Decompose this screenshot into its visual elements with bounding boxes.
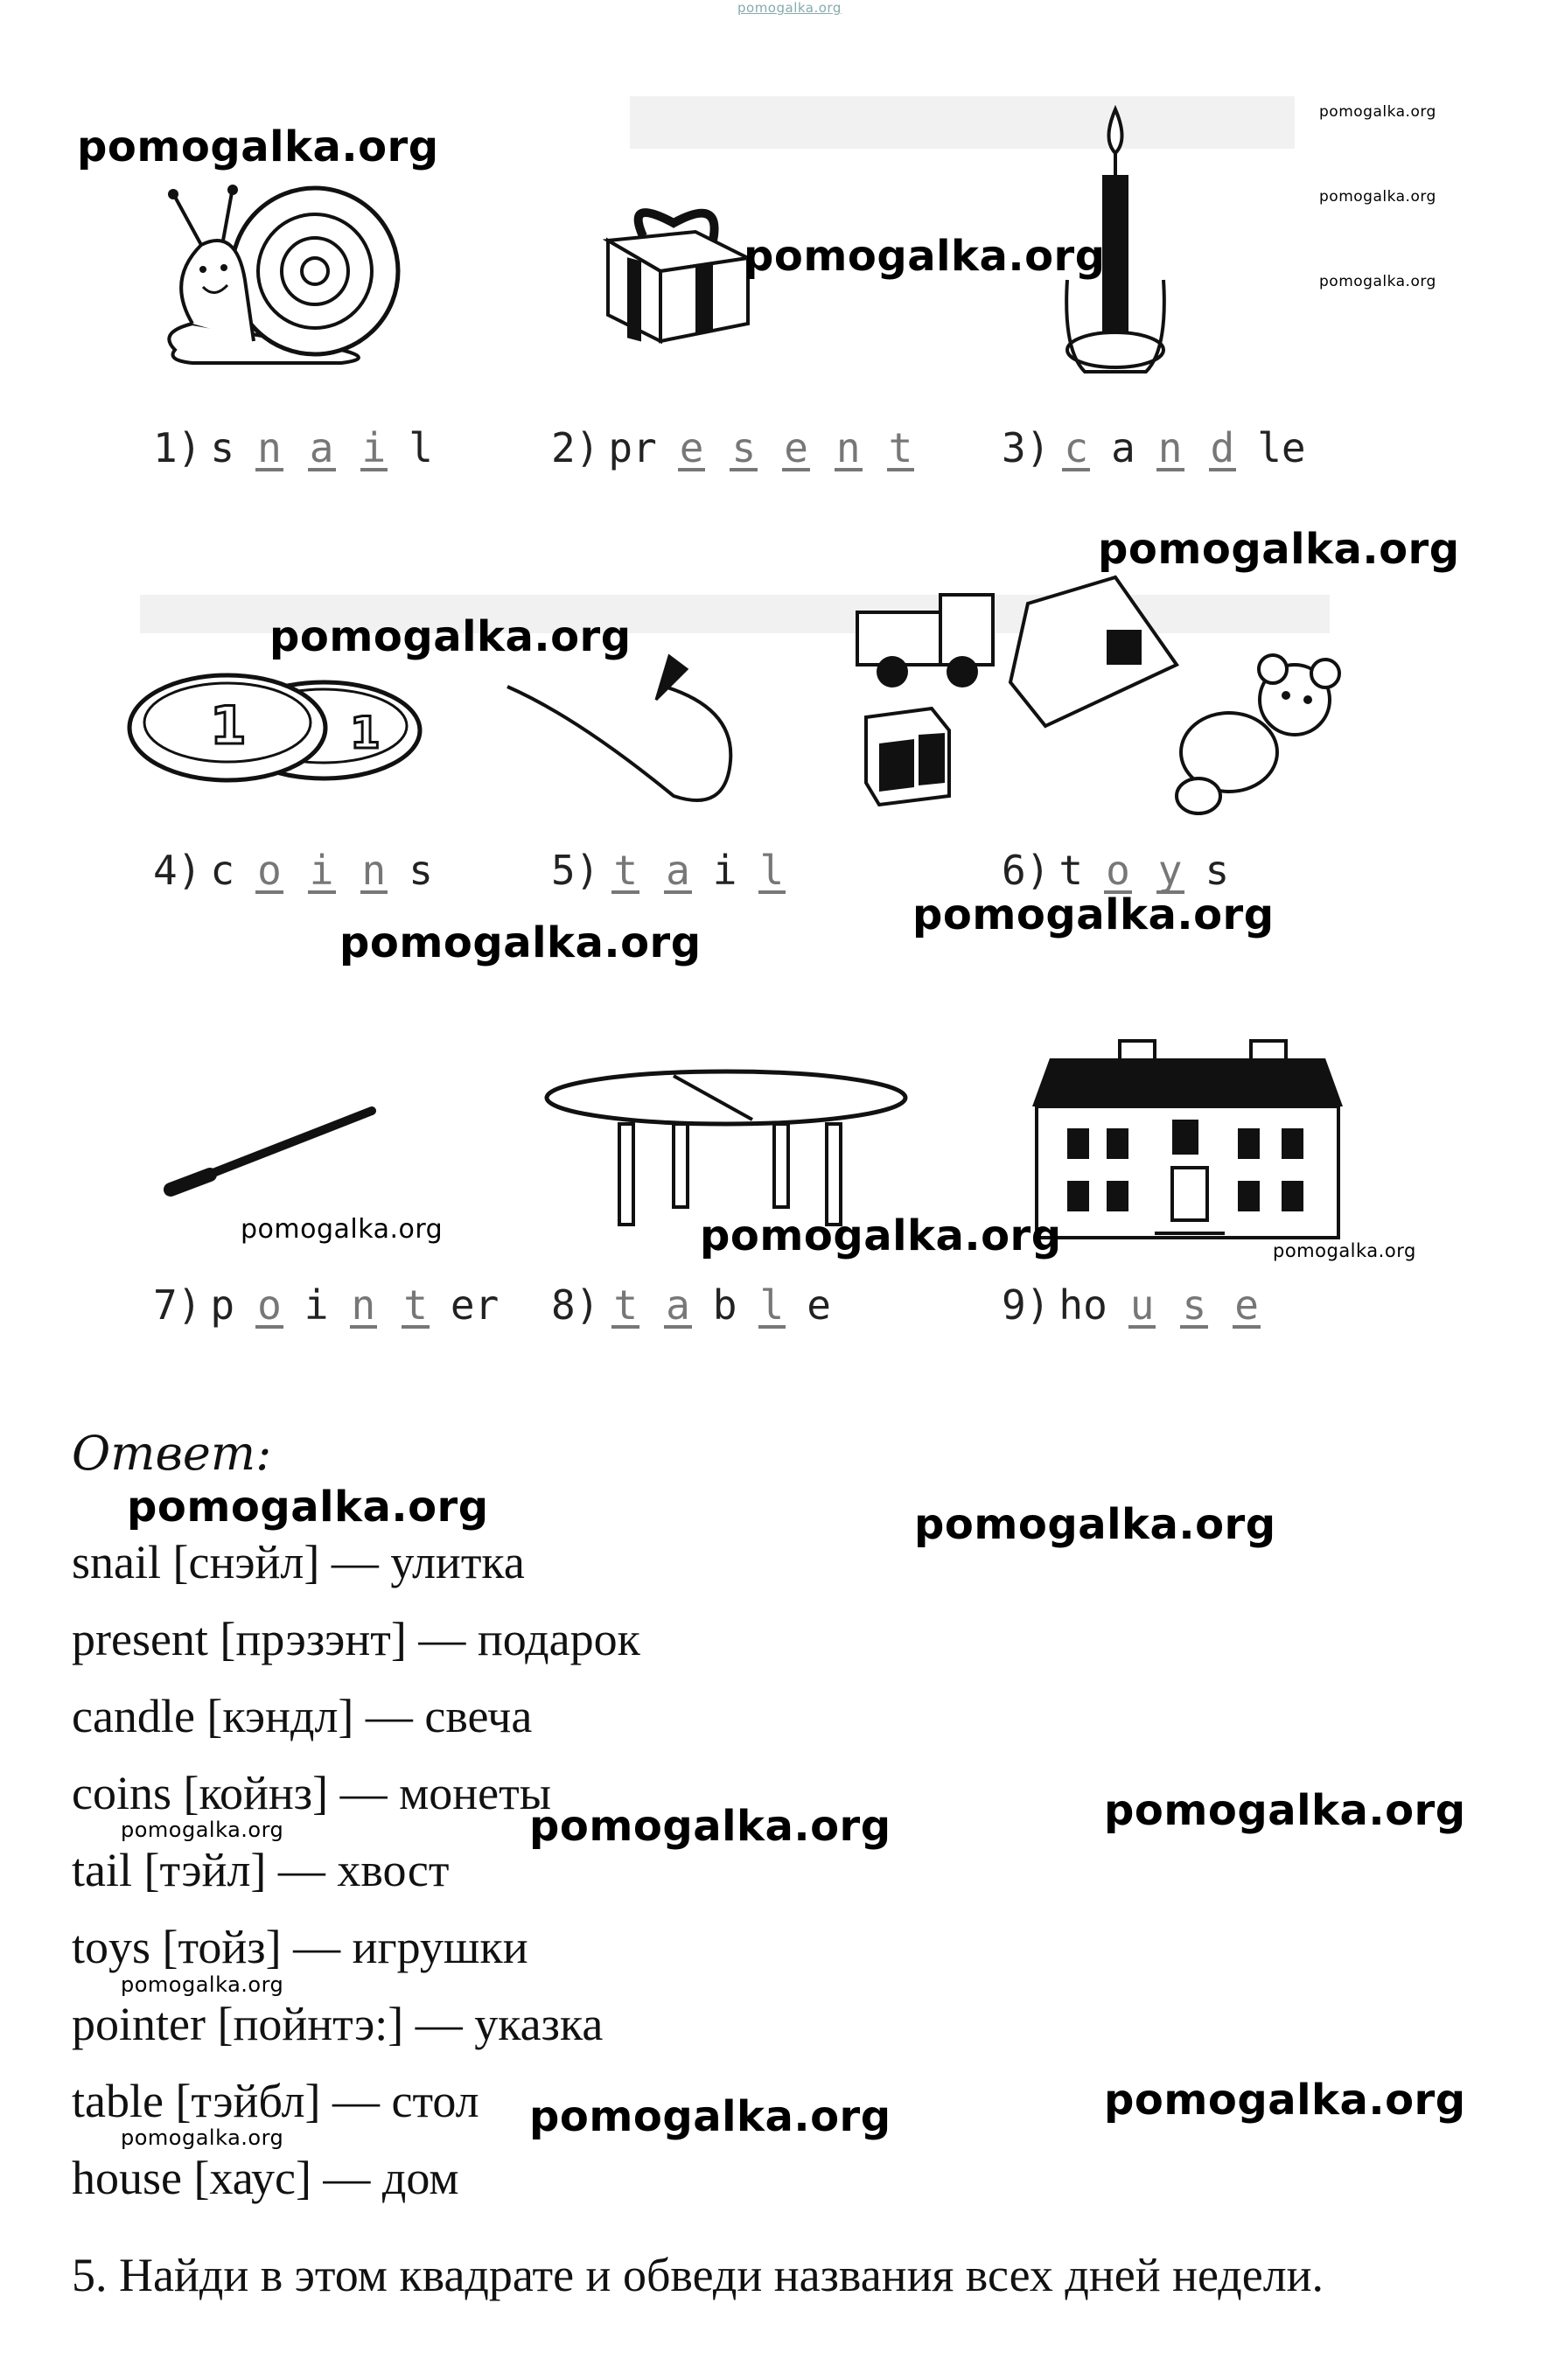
- watermark: pomogalka.org: [529, 2092, 891, 2141]
- answer-line: present [прэзэнт] — подарок: [72, 1613, 640, 1665]
- given-letter: s: [409, 847, 433, 894]
- watermark: pomogalka.org: [269, 612, 632, 661]
- watermark: pomogalka.org: [1319, 103, 1436, 121]
- caption-7: [153, 1281, 507, 1329]
- filled-letter: n: [361, 847, 387, 894]
- watermark: pomogalka.org: [744, 232, 1106, 281]
- watermark-top: pomogalka.org: [737, 0, 842, 16]
- given-letter: a: [1111, 424, 1135, 471]
- answer-line: toys [тойз] — игрушки: [72, 1921, 528, 1973]
- answer-line: snail [снэйл] — улитка: [72, 1536, 525, 1588]
- given-letter: b: [712, 1281, 737, 1329]
- filled-letter: s: [731, 424, 757, 471]
- watermark: pomogalka.org: [1104, 1786, 1466, 1835]
- answer-line: candle [кэндл] — свеча: [72, 1690, 533, 1742]
- filled-letter: o: [257, 847, 282, 894]
- given-letter: l: [409, 424, 433, 471]
- answer-line: house [хаус] — дом: [72, 2152, 459, 2204]
- present-icon: [590, 197, 757, 345]
- given-letter: i: [304, 1281, 329, 1329]
- next-task-text: 5. Найди в этом квадрате и обведи названия всех дней недели.: [72, 2249, 1324, 2301]
- given-letter: e: [807, 1281, 831, 1329]
- caption-number: 3): [1002, 424, 1051, 471]
- coins-icon: [127, 665, 424, 796]
- given-letter: pr: [608, 424, 657, 471]
- filled-letter: t: [613, 1281, 639, 1329]
- watermark: pomogalka.org: [77, 122, 439, 171]
- watermark: pomogalka.org: [1319, 273, 1436, 290]
- watermark: pomogalka.org: [1098, 525, 1460, 574]
- caption-number: 7): [153, 1281, 202, 1329]
- snail-icon: [140, 175, 411, 376]
- filled-letter: i: [361, 424, 387, 471]
- filled-letter: a: [309, 424, 334, 471]
- caption-number: 1): [153, 424, 202, 471]
- given-letter: i: [712, 847, 737, 894]
- filled-letter: t: [403, 1281, 428, 1329]
- answer-line: tail [тэйл] — хвост: [72, 1844, 450, 1896]
- given-letter: s: [210, 424, 235, 471]
- filled-letter: n: [351, 1281, 376, 1329]
- filled-letter: s: [1182, 1281, 1207, 1329]
- svg-text:1: 1: [210, 695, 247, 757]
- watermark: pomogalka.org: [914, 1500, 1276, 1549]
- filled-letter: a: [666, 847, 690, 894]
- filled-letter: n: [835, 424, 861, 471]
- ghost-text-block: [630, 96, 1295, 149]
- filled-letter: d: [1210, 424, 1235, 471]
- pointer-icon: [157, 1098, 385, 1203]
- answer-line: table [тэйбл] — стол: [72, 2075, 479, 2127]
- watermark: pomogalka.org: [700, 1211, 1062, 1260]
- given-letter: p: [210, 1281, 235, 1329]
- filled-letter: e: [1234, 1281, 1259, 1329]
- watermark: pomogalka.org: [241, 1214, 444, 1245]
- caption-number: 5): [551, 847, 600, 894]
- watermark: pomogalka.org: [339, 918, 702, 967]
- filled-letter: l: [759, 1281, 785, 1329]
- given-letter: er: [450, 1281, 500, 1329]
- caption-4: [153, 847, 442, 894]
- caption-number: 8): [551, 1281, 600, 1329]
- filled-letter: n: [257, 424, 282, 471]
- watermark: pomogalka.org: [1104, 2076, 1466, 2125]
- watermark: pomogalka.org: [1319, 188, 1436, 206]
- given-letter: s: [1205, 847, 1230, 894]
- watermark: pomogalka.org: [912, 890, 1275, 939]
- caption-number: 6): [1002, 847, 1051, 894]
- watermark: pomogalka.org: [121, 2125, 284, 2150]
- filled-letter: o: [257, 1281, 282, 1329]
- caption-number: 9): [1002, 1281, 1051, 1329]
- caption-number: 4): [153, 847, 202, 894]
- filled-letter: o: [1106, 847, 1130, 894]
- caption-8: [551, 1281, 840, 1329]
- given-letter: t: [1058, 847, 1084, 894]
- answer-line: coins [койнз] — монеты: [72, 1767, 551, 1819]
- watermark: pomogalka.org: [529, 1802, 891, 1851]
- filled-letter: c: [1064, 424, 1089, 471]
- caption-3: [1002, 424, 1315, 471]
- given-letter: le: [1257, 424, 1306, 471]
- toys-icon: [853, 577, 1352, 831]
- filled-letter: i: [309, 847, 334, 894]
- given-letter: ho: [1058, 1281, 1107, 1329]
- tail-icon: [499, 639, 744, 813]
- svg-text:1: 1: [350, 708, 381, 758]
- filled-letter: y: [1157, 847, 1183, 894]
- filled-letter: a: [666, 1281, 690, 1329]
- caption-1: [153, 424, 442, 471]
- house-icon: [1028, 1036, 1347, 1242]
- caption-9: [1002, 1281, 1273, 1329]
- filled-letter: l: [759, 847, 785, 894]
- caption-2: [551, 424, 926, 471]
- watermark: pomogalka.org: [1273, 1240, 1416, 1261]
- given-letter: c: [210, 847, 235, 894]
- caption-number: 2): [551, 424, 600, 471]
- filled-letter: e: [784, 424, 808, 471]
- watermark: pomogalka.org: [127, 1483, 489, 1532]
- filled-letter: e: [679, 424, 704, 471]
- filled-letter: n: [1157, 424, 1183, 471]
- answer-heading: Ответ:: [72, 1426, 272, 1481]
- filled-letter: t: [888, 424, 913, 471]
- watermark: pomogalka.org: [121, 1818, 284, 1842]
- answer-line: pointer [пойнтэ:] — указка: [72, 1998, 604, 2050]
- caption-5: [551, 847, 798, 894]
- watermark: pomogalka.org: [121, 1972, 284, 1997]
- caption-6: [1002, 847, 1238, 894]
- filled-letter: t: [613, 847, 639, 894]
- filled-letter: u: [1129, 1281, 1155, 1329]
